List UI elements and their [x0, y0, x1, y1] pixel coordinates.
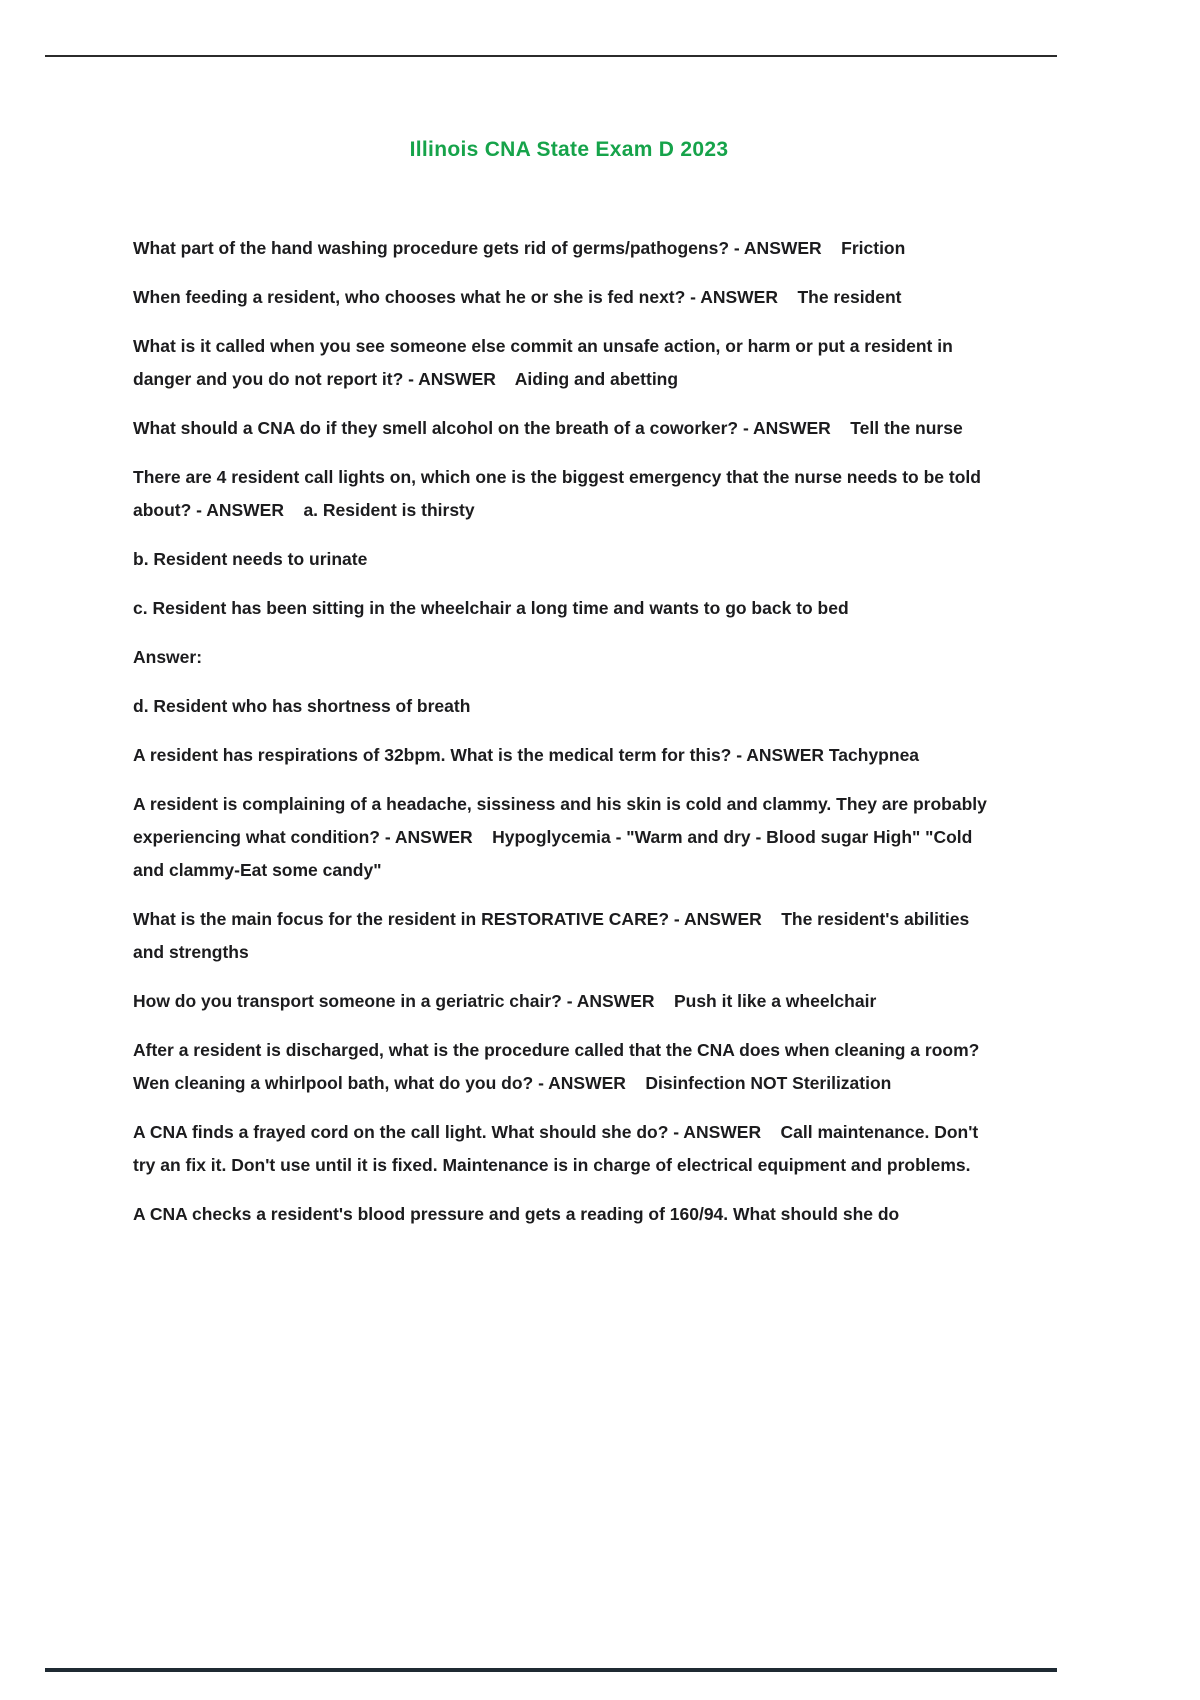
paragraph: c. Resident has been sitting in the wheelchair a long time and wants to go back to bed	[133, 598, 849, 618]
paragraph: How do you transport someone in a geriatric chair? - ANSWER Push it like a wheelchair	[133, 991, 877, 1011]
paragraph: b. Resident needs to urinate	[133, 549, 368, 569]
paragraph: Answer:	[133, 647, 203, 667]
paragraph: d. Resident who has shortness of breath	[133, 696, 471, 716]
paragraph: What should a CNA do if they smell alcohol on the breath of a coworker? - ANSWER Tell the nurse	[133, 418, 963, 438]
paragraph: A resident is complaining of a headache, sissiness and his skin is cold and clammy. They are probably experiencing what condition? - ANSWER Hypoglycemia - "Warm and dry - Blood sugar High" "Cold and clammy-Eat some candy"	[133, 794, 992, 880]
paragraph-list	[133, 232, 1005, 1231]
paragraph: A resident has respirations of 32bpm. What is the medical term for this? - ANSWER Tachypnea	[133, 745, 920, 765]
paragraph: After a resident is discharged, what is the procedure called that the CNA does when cleaning a room? Wen cleaning a whirlpool bath, what do you do? - ANSWER Disinfection NOT Sterilization	[133, 1040, 985, 1093]
paragraph: What is it called when you see someone else commit an unsafe action, or harm or put a resident in danger and you do not report it? - ANSWER Aiding and abetting	[133, 336, 958, 389]
paragraph: There are 4 resident call lights on, which one is the biggest emergency that the nurse needs to be told about? - ANSWER a. Resident is thirsty	[133, 467, 986, 520]
paragraph: A CNA checks a resident's blood pressure and gets a reading of 160/94. What should she do	[133, 1204, 900, 1224]
paragraph: A CNA finds a frayed cord on the call light. What should she do? - ANSWER Call maintenance. Don't try an fix it. Don't use until it is fixed. Maintenance is in charge of electrical equipment and problems.	[133, 1122, 984, 1175]
page-title: Illinois CNA State Exam D 2023	[409, 138, 729, 161]
paragraph: What part of the hand washing procedure gets rid of germs/pathogens? - ANSWER Friction	[133, 238, 906, 258]
paragraph: When feeding a resident, who chooses what he or she is fed next? - ANSWER The resident	[133, 287, 902, 307]
top-rule	[45, 55, 1057, 57]
bottom-rule	[45, 1668, 1057, 1672]
document-content	[133, 138, 1005, 1247]
paragraph: What is the main focus for the resident in RESTORATIVE CARE? - ANSWER The resident's abilities and strengths	[133, 909, 975, 962]
